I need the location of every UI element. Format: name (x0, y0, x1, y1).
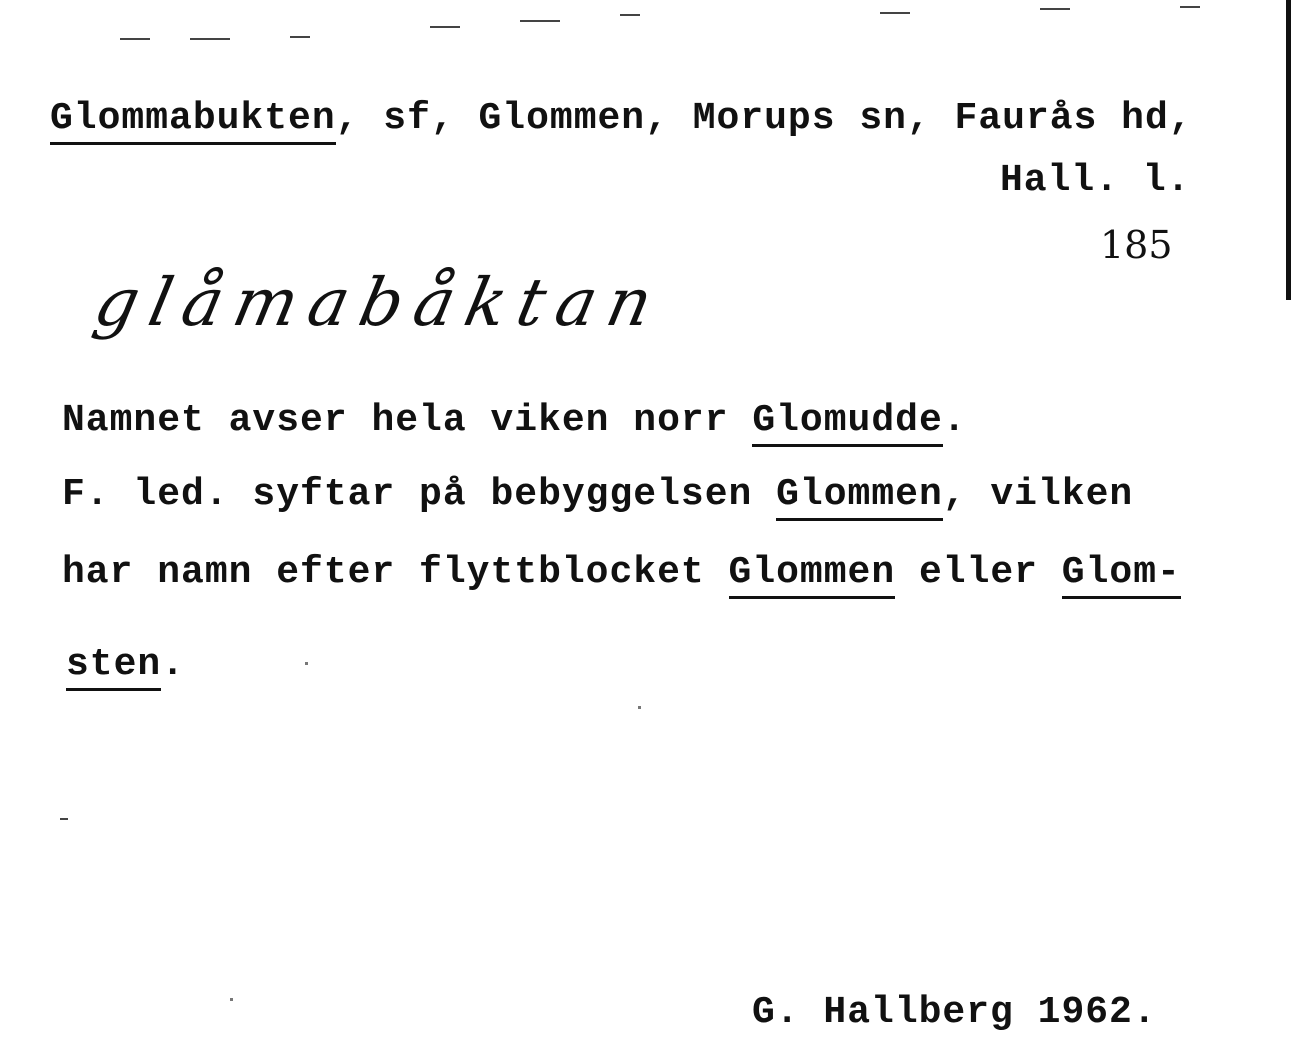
place-name: Glommen (776, 473, 943, 521)
scan-mark (190, 38, 230, 40)
body-text: F. led. syftar på bebyggelsen (62, 473, 777, 516)
body-line-4 (66, 643, 186, 686)
card-edge-line (1286, 0, 1291, 300)
province: Hall. l. (1000, 159, 1191, 202)
place-name: Glommen (729, 551, 896, 599)
scan-speck (638, 706, 641, 709)
headword: Glommabukten (50, 97, 336, 145)
scan-speck (230, 998, 233, 1001)
scan-mark (430, 26, 460, 28)
scan-mark (60, 818, 68, 820)
body-text: eller (895, 551, 1062, 594)
scan-mark (520, 20, 560, 22)
card-number: 185 (1100, 223, 1173, 267)
place-name: Glomudde (752, 399, 942, 447)
header-details: , sf, Glommen, Morups sn, Faurås hd, (335, 97, 1193, 140)
signature: G. Hallberg 1962. (752, 991, 1157, 1034)
body-line-2 (62, 473, 1134, 516)
scan-mark (1040, 8, 1070, 10)
scan-mark (290, 36, 310, 38)
scan-mark (880, 12, 910, 14)
scan-mark (620, 14, 640, 16)
pronunciation: glåmabåktan (87, 264, 671, 341)
body-line-3 (62, 551, 1181, 594)
body-text: Namnet avser hela viken norr (62, 399, 753, 442)
punctuation: . (942, 399, 967, 442)
body-text: har namn efter flyttblocket (62, 551, 729, 594)
body-text: , vilken (942, 473, 1134, 516)
body-line-1 (62, 399, 967, 442)
place-name: sten (66, 643, 161, 691)
header-line (50, 97, 1193, 140)
place-name: Glom- (1062, 551, 1181, 599)
punctuation: . (161, 643, 186, 686)
scan-mark (120, 38, 150, 40)
scan-mark (1180, 6, 1200, 8)
scan-speck (305, 662, 308, 665)
